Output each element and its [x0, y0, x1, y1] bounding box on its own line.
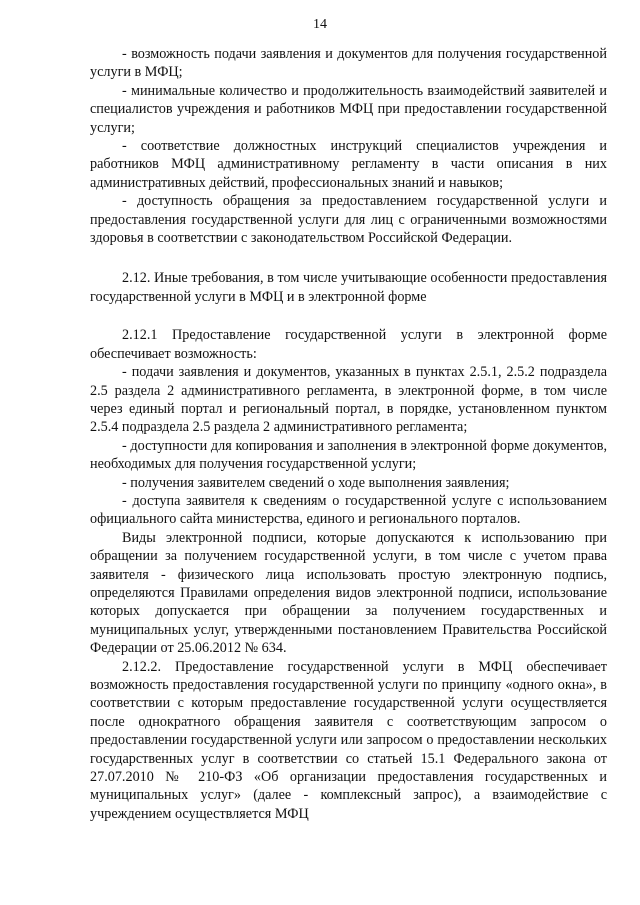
subsection-intro: 2.12.1 Предоставление государственной услуги в электронной форме обеспечивает возможность: [90, 327, 607, 362]
list-item: - доступность обращения за предоставлением государственной услуги и предоставления государственной услуги для лиц с ограниченными возможностями здоровья в соответствии с законодательством Российской Федерации. [90, 193, 607, 247]
page-number: 14 [313, 17, 327, 32]
list-item: - соответствие должностных инструкций специалистов учреждения и работников МФЦ административному регламенту в части описания в них административных действий, профессиональных знаний и навыков; [90, 138, 607, 191]
signature-paragraph: Виды электронной подписи, которые допускаются к использованию при обращении за получением государственной услуги, в том числе с учетом права заявителя - физического лица использовать простую электронную подпись, определяются Правилами определения видов электронной подписи, использование которых допускается при обращении за получением государственных и муниципальных услуг, утвержденными постановлением Правительства Российской Федерации от 25.06.2012 № 634. [90, 529, 607, 657]
list-item: - возможность подачи заявления и документов для получения государственной услуги в МФЦ; [90, 46, 607, 81]
mfc-paragraph: 2.12.2. Предоставление государственной услуги в МФЦ обеспечивает возможность предоставления государственной услуги по принципу «одного окна», в соответствии с которым предоставление государственной услуги осуществляется после однократного обращения заявителя с соответствующим запросом о предоставлении государственной услуги или запросом о предоставлении нескольких государственных услуг в соответствии со статьей 15.1 Федерального закона от 27.07.2010 № 210-ФЗ «Об организации предоставления государственных и муниципальных услуг» (далее - комплексный запрос), а взаимодействие с учреждением осуществляется МФЦ [90, 658, 607, 822]
list-item: - минимальные количество и продолжительность взаимодействий заявителей и специалистов учреждения и работников МФЦ при предоставлении государственной услуги; [90, 82, 607, 136]
list-item: - доступности для копирования и заполнения в электронной форме документов, необходимых для получения государственной услуги; [90, 437, 607, 473]
list-item: - получения заявителем сведений о ходе выполнения заявления; [122, 474, 510, 491]
document-body [90, 45, 607, 823]
list-item: - подачи заявления и документов, указанных в пунктах 2.5.1, 2.5.2 подраздела 2.5 раздела 2 административного регламента, в электронной форме, в том числе через единый портал и региональный портал, в порядке, установленном пунктом 2.5.4 подраздела 2.5 раздела 2 административного регламента; [90, 364, 607, 436]
list-item: - доступа заявителя к сведениям о государственной услуге с использованием официального сайта министерства, единого и регионального порталов. [90, 492, 607, 528]
section-heading: 2.12. Иные требования, в том числе учитывающие особенности предоставления государственной услуги в МФЦ и в электронной форме [90, 270, 607, 305]
